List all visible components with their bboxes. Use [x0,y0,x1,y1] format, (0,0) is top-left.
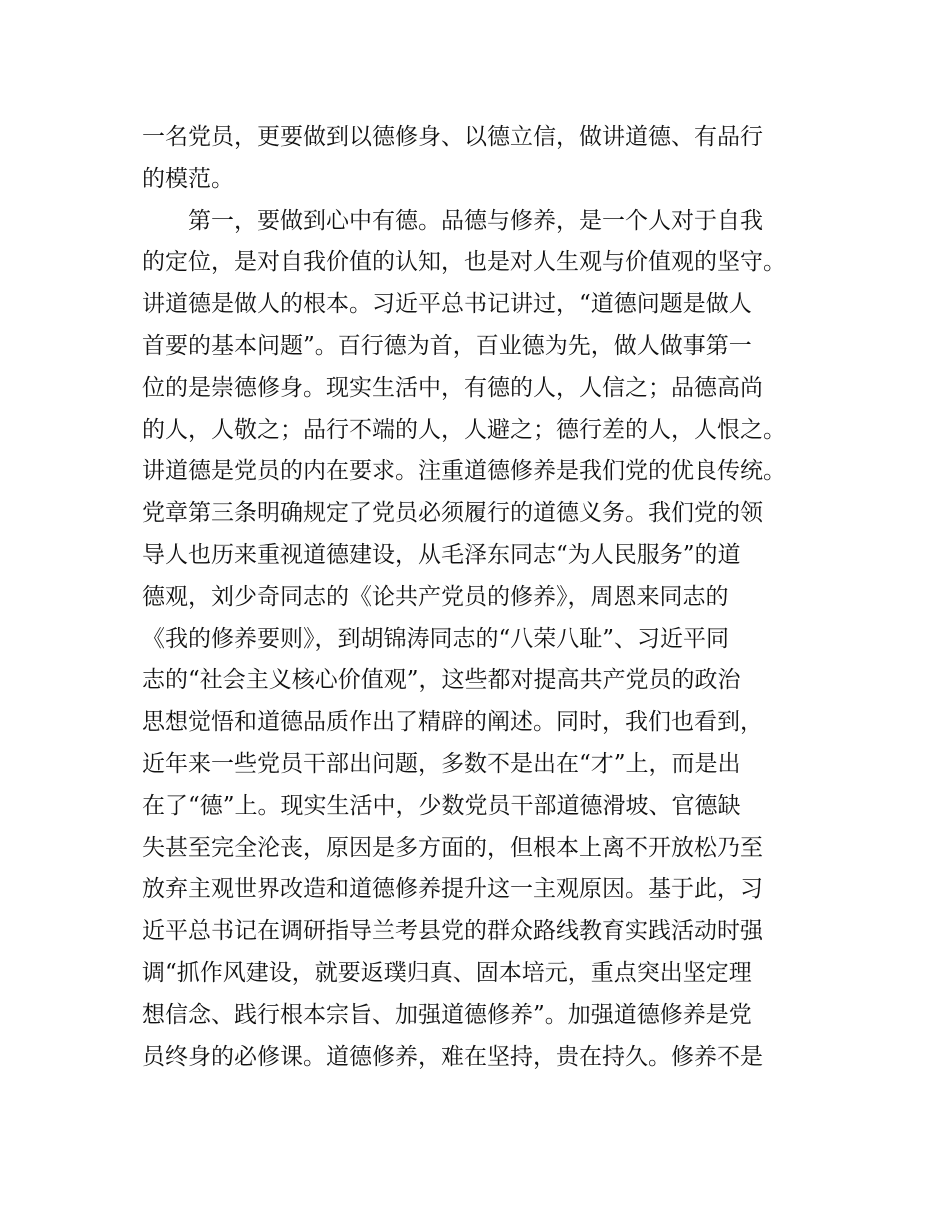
text-line: 失甚至完全沦丧，原因是多方面的，但根本上离不开放松乃至 [142,834,763,861]
text-line: 党章第三条明确规定了党员必须履行的道德义务。我们党的领 [142,500,763,527]
text-line: 的人，人敬之；品行不端的人，人避之；德行差的人，人恨之。 [142,416,786,443]
paragraph-first-line: 第一，要做到心中有德。品德与修养，是一个人对于自我 [188,207,763,234]
text-line: 首要的基本问题”。百行德为首，百业德为先，做人做事第一 [142,332,752,359]
text-line: 《我的修养要则》，到胡锦涛同志的“八荣八耻”、习近平同 [142,625,730,652]
text-line: 思想觉悟和道德品质作出了精辟的阐述。同时，我们也看到， [142,709,763,736]
text-line: 的模范。 [142,165,234,192]
body-text [142,117,822,1078]
text-line: 近年来一些党员干部出问题，多数不是出在“才”上，而是出 [142,750,741,777]
text-line: 一名党员，更要做到以德修身、以德立信，做讲道德、有品行 [142,124,763,150]
text-line: 调“抓作风建设，就要返璞归真、固本培元，重点突出坚定理 [142,959,752,986]
text-line: 员终身的必修课。道德修养，难在坚持，贵在持久。修养不是 [142,1043,763,1070]
text-line: 的定位，是对自我价值的认知，也是对人生观与价值观的坚守。 [142,249,786,276]
text-line: 想信念、践行根本宗旨、加强道德修养”。加强道德修养是党 [142,1001,752,1028]
text-line: 德观，刘少奇同志的《论共产党员的修养》，周恩来同志的 [142,583,729,610]
text-line: 近平总书记在调研指导兰考县党的群众路线教育实践活动时强 [142,918,763,945]
text-line: 位的是崇德修身。现实生活中，有德的人，人信之；品德高尚 [142,374,763,401]
text-line: 讲道德是做人的根本。习近平总书记讲过，“道德问题是做人 [142,291,752,318]
text-line: 志的“社会主义核心价值观”，这些都对提高共产党员的政治 [142,667,741,694]
text-line: 放弃主观世界改造和道德修养提升这一主观原因。基于此，习 [142,876,763,903]
text-line: 导人也历来重视道德建设，从毛泽东同志“为人民服务”的道 [142,541,741,568]
text-line: 在了“德”上。现实生活中，少数党员干部道德滑坡、官德缺 [142,792,741,819]
text-line: 讲道德是党员的内在要求。注重道德修养是我们党的优良传统。 [142,458,786,485]
